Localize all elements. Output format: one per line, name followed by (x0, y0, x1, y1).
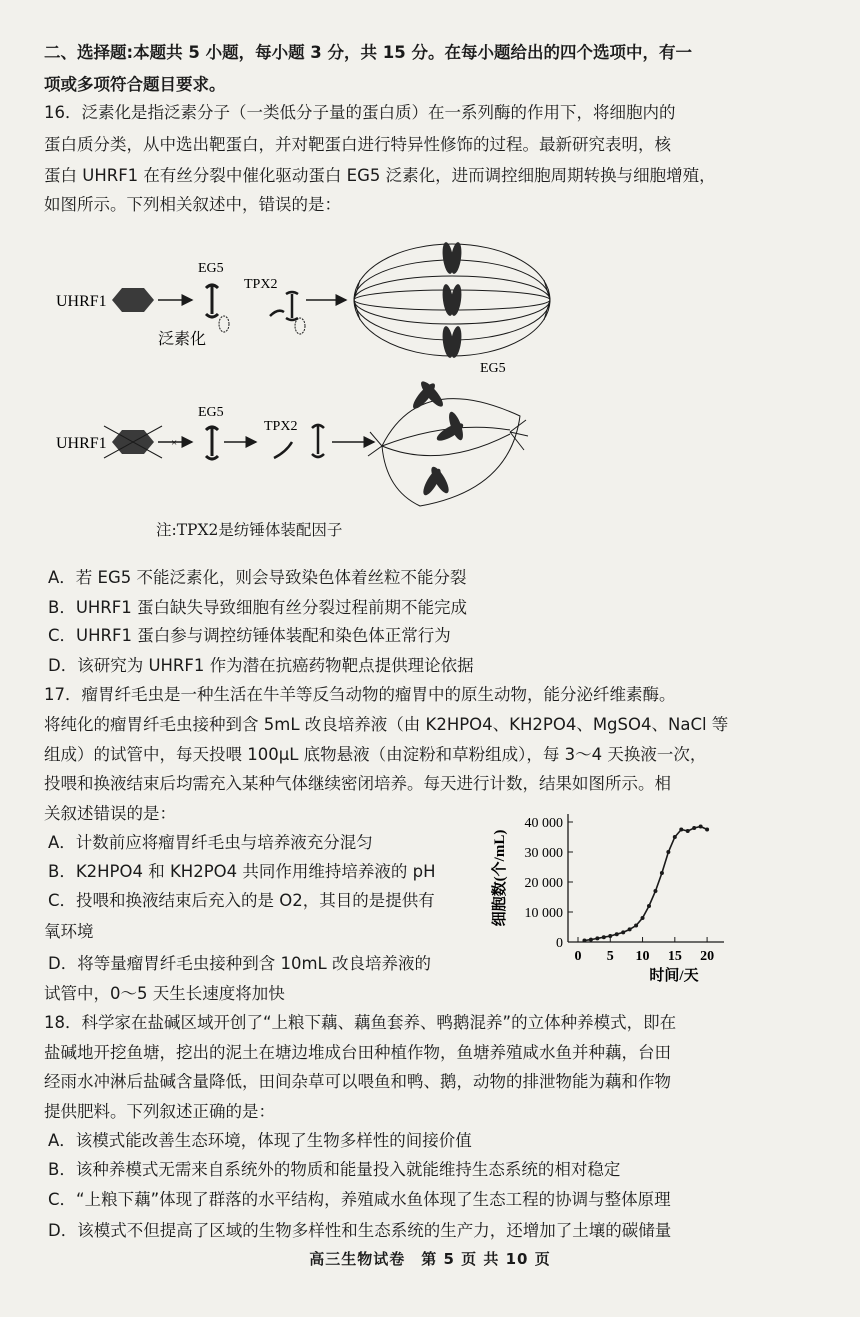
eg5-label-top: EG5 (198, 261, 224, 276)
eg5-protein-top (206, 285, 218, 317)
q17-stem-line: 17．瘤胃纤毛虫是一种生活在牛羊等反刍动物的瘤胃中的原生动物，能分泌纤维素酶。 (44, 685, 676, 704)
data-point (641, 916, 645, 920)
q17-stem-line: 组成）的试管中，每天投喂 100μL 底物悬液（由淀粉和草粉组成），每 3～4 天换液一次， (44, 745, 707, 764)
data-point (608, 934, 612, 938)
q17-option-a: A．计数前应将瘤胃纤毛虫与培养液充分混匀 (48, 833, 373, 852)
chromosomes-scattered (410, 379, 466, 498)
page-footer: 高三生物试卷 第 5 页 共 10 页 (309, 1250, 551, 1268)
y-tick-label: 40 000 (524, 816, 563, 831)
uhrf1-label-bottom: UHRF1 (56, 435, 107, 452)
blocked-mark: × (171, 437, 178, 449)
data-point (595, 936, 599, 940)
q16-option-c: C．UHRF1 蛋白参与调控纺锤体装配和染色体正常行为 (48, 626, 451, 645)
chromosomes-metaphase (441, 241, 463, 358)
q18-stem-line: 盐碱地开挖鱼塘，挖出的泥土在塘边堆成台田种植作物，鱼塘养殖咸水鱼并种藕，台田 (44, 1043, 671, 1062)
y-tick-label: 10 000 (524, 906, 563, 921)
q16-option-b: B．UHRF1 蛋白缺失导致细胞有丝分裂过程前期不能完成 (48, 598, 468, 617)
data-point (660, 871, 664, 875)
data-point (673, 835, 677, 839)
tpx2-eg5-complex-top (270, 292, 298, 320)
data-point (653, 889, 657, 893)
q16-stem-line: 如图所示。下列相关叙述中，错误的是： (44, 195, 341, 214)
data-point (647, 904, 651, 908)
eg5-protein-bottom (206, 427, 218, 459)
y-tick-label: 0 (556, 936, 563, 951)
q16-stem-line: 蛋白质分类，从中选出靶蛋白，并对靶蛋白进行特异性修饰的过程。最新研究表明，核 (44, 135, 671, 154)
data-point (615, 932, 619, 936)
y-axis-label: 细胞数(个/mL) (492, 829, 508, 927)
q16-note: 注:TPX2是纺锤体装配因子 (156, 521, 343, 539)
x-tick-label: 10 (635, 949, 650, 964)
x-tick-label: 0 (574, 949, 582, 964)
q16-stem-line: 16．泛素化是指泛素分子（一类低分子量的蛋白质）在一系列酶的作用下，将细胞内的 (44, 103, 676, 122)
q16-option-a: A．若 EG5 不能泛素化，则会导致染色体着丝粒不能分裂 (48, 568, 467, 587)
x-tick-label: 15 (667, 949, 682, 964)
q16-diagram (40, 220, 560, 520)
q17-option-b: B．K2HPO4 和 KH2PO4 共同作用维持培养液的 pH (48, 862, 436, 881)
data-point (692, 826, 696, 830)
growth-curve-chart (488, 806, 738, 1006)
x-tick-label: 5 (606, 949, 614, 964)
q17-option-c: C．投喂和换液结束后充入的是 O2，其目的是提供有 (48, 891, 435, 910)
q18-option-a: A．该模式能改善生态环境，体现了生物多样性的间接价值 (48, 1131, 472, 1150)
section-heading: 二、选择题:本题共 5 小题，每小题 3 分，共 15 分。在每小题给出的四个选项中，有一 (44, 43, 692, 62)
data-point (699, 825, 703, 829)
eg5-label-right: EG5 (480, 361, 506, 376)
q17-stem-line: 将纯化的瘤胃纤毛虫接种到含 5mL 改良培养液（由 K2HPO4、KH2PO4、MgSO4、NaCl 等 (44, 715, 729, 734)
q18-stem-line: 经雨水冲淋后盐碱含量降低，田间杂草可以喂鱼和鸭、鹅，动物的排泄物能为藕和作物 (44, 1072, 671, 1091)
q16-stem-line: 蛋白 UHRF1 在有丝分裂中催化驱动蛋白 EG5 泛素化，进而调控细胞周期转换与细胞增殖， (44, 166, 716, 185)
y-tick-label: 20 000 (524, 876, 563, 891)
data-point (621, 930, 625, 934)
uhrf1-label-top: UHRF1 (56, 293, 107, 310)
y-tick-label: 30 000 (524, 846, 563, 861)
data-point (679, 828, 683, 832)
q17-option-d: D．将等量瘤胃纤毛虫接种到含 10mL 改良培养液的 (48, 954, 431, 973)
data-point (589, 938, 593, 942)
q17-option-d-cont: 试管中，0～5 天生长速度将加快 (44, 984, 285, 1003)
growth-curve-line (585, 827, 708, 941)
q17-stem-line: 关叙述错误的是： (44, 804, 176, 823)
data-point (686, 829, 690, 833)
section-heading-line2: 项或多项符合题目要求。 (44, 75, 226, 94)
data-point (705, 828, 709, 832)
data-point (634, 924, 638, 928)
data-point (666, 850, 670, 854)
q17-option-c-cont: 氧环境 (44, 922, 94, 941)
q18-option-c: C．“上粮下藕”体现了群落的水平结构，养殖咸水鱼体现了生态工程的协调与整体原理 (48, 1190, 671, 1209)
q17-stem-line: 投喂和换液结束后均需充入某种气体继续密闭培养。每天进行计数，结果如图所示。相 (44, 774, 671, 793)
tpx2-label-bottom: TPX2 (264, 419, 298, 434)
q16-option-d: D．该研究为 UHRF1 作为潜在抗癌药物靶点提供理论依据 (48, 656, 474, 675)
x-tick-label: 20 (700, 949, 715, 964)
tpx2-label-top: TPX2 (244, 277, 278, 292)
data-point (602, 935, 606, 939)
q18-option-d: D．该模式不但提高了区域的生物多样性和生态系统的生产力，还增加了土壤的碳储量 (48, 1221, 672, 1240)
q18-stem-line: 提供肥料。下列叙述正确的是： (44, 1102, 275, 1121)
q18-stem-line: 18．科学家在盐碱区域开创了“上粮下藕、藕鱼套养、鸭鹅混养”的立体种养模式，即在 (44, 1013, 677, 1032)
eg5-label-bottom: EG5 (198, 405, 224, 420)
data-point (582, 939, 586, 943)
data-point (628, 927, 632, 931)
x-axis-label: 时间/天 (649, 968, 699, 984)
uhrf1-protein-top (112, 288, 154, 312)
q18-option-b: B．该种养模式无需来自系统外的物质和能量投入就能维持生态系统的相对稳定 (48, 1160, 621, 1179)
ubiquitination-label: 泛素化 (158, 331, 207, 348)
